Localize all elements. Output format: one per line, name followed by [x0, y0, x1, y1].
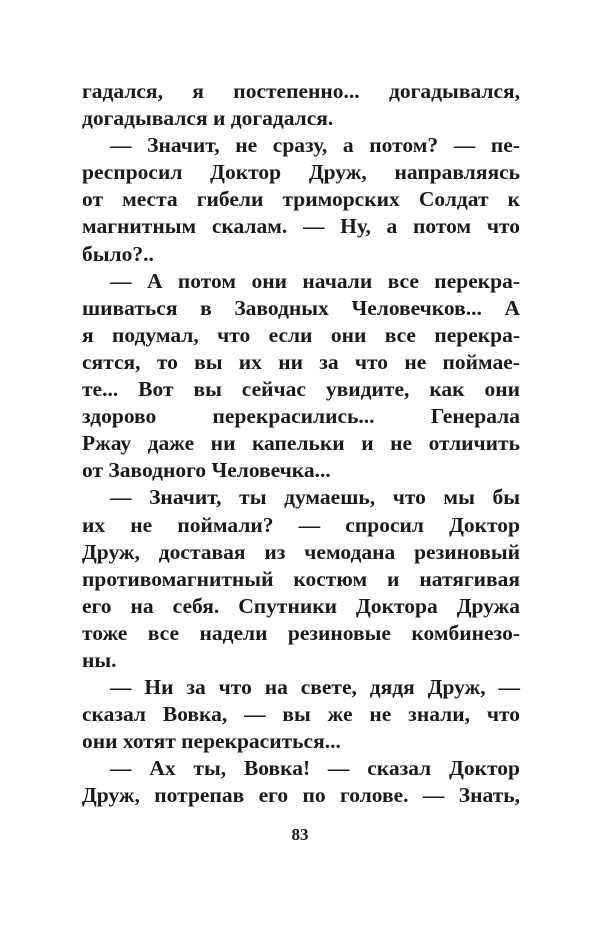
- text-line: — Ни за что на свете, дядя Друж, —: [110, 675, 520, 700]
- text-line: их не поймали? — спросил Доктор: [82, 512, 520, 537]
- text-line: — Значит, ты думаешь, что мы бы: [110, 485, 520, 510]
- text-line: тоже все надели резиновые комбинезо-: [82, 620, 520, 645]
- page-number: 83: [291, 825, 309, 844]
- text-line: гадался, я постепенно... догадывался,: [82, 79, 520, 103]
- text-line: я подумал, что если они все перекра-: [82, 322, 520, 347]
- text-line: респросил Доктор Друж, направляясь: [82, 160, 520, 185]
- text-line: — А потом они начали все перекра-: [110, 268, 520, 293]
- text-line: сказал Вовка, — вы же не знали, что: [82, 702, 520, 727]
- text-line: догадывался и догадался.: [82, 106, 334, 131]
- text-line: сятся, то вы их ни за что не поймае-: [82, 349, 520, 374]
- text-line: — Ах ты, Вовка! — сказал Доктор: [110, 756, 520, 781]
- text-line: было?..: [82, 241, 154, 266]
- text-line: противомагнитный костюм и натягивая: [82, 566, 520, 591]
- text-line: те... Вот вы сейчас увидите, как они: [82, 377, 520, 402]
- text-line: его на себя. Спутники Доктора Дружа: [82, 593, 520, 618]
- text-line: Ржау даже ни капельки и не отличить: [82, 431, 520, 456]
- text-line: ны.: [82, 647, 117, 672]
- text-line: Друж, доставая из чемодана резиновый: [82, 539, 520, 564]
- text-line: они хотят перекраситься...: [82, 729, 341, 754]
- text-line: магнитным скалам. — Ну, а потом что: [82, 214, 520, 239]
- text-line: шиваться в Заводных Человечков... А: [82, 295, 520, 320]
- text-line: от Заводного Человечка...: [82, 458, 331, 483]
- text-line: Друж, потрепав его по голове. — Знать,: [82, 783, 520, 808]
- text-line: здорово перекрасились... Генерала: [82, 404, 520, 429]
- text-line: от места гибели триморских Солдат к: [82, 187, 520, 212]
- page-body-text: [82, 78, 520, 810]
- text-line: — Значит, не сразу, а потом? — пе-: [110, 133, 520, 158]
